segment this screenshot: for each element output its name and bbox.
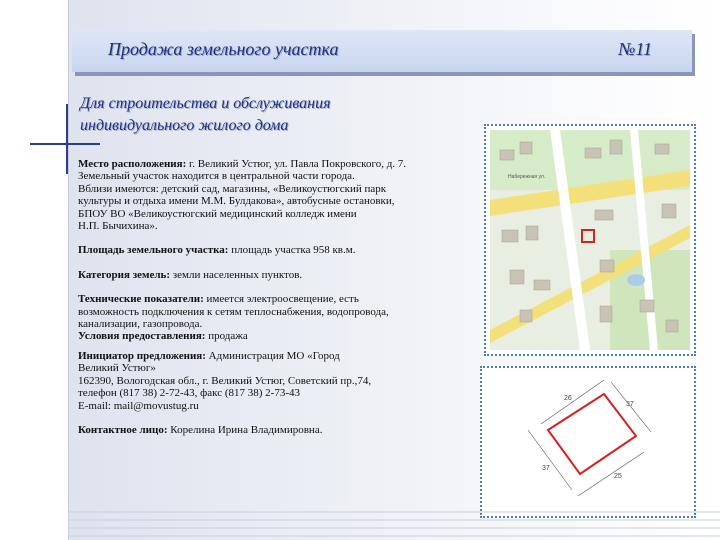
location-text-5: Н.П. Бычихина».: [78, 220, 158, 233]
tech-label: Технические показатели:: [78, 293, 204, 306]
header-bar: [72, 30, 692, 72]
site-plan: [480, 366, 696, 518]
area-value: площадь участка 958 кв.м.: [228, 244, 356, 257]
area-label: Площадь земельного участка:: [78, 244, 229, 257]
initiator-text-4: телефон (817 38) 2-72-43, факс (817 38) 2-73-43: [78, 387, 300, 400]
initiator-line: [78, 350, 488, 362]
tech-text-3: канализации, газопровода.: [78, 318, 203, 331]
initiator-label: Инициатор предложения:: [78, 349, 206, 362]
conditions-label: Условия предоставления:: [78, 330, 206, 343]
category-value: земли населенных пунктов.: [170, 268, 303, 281]
page-title: Продажа земельного участка: [108, 39, 339, 59]
tech-text-2: возможность подключения к сетям теплоснабжения, водопровода,: [78, 305, 389, 318]
location-text-2: Вблизи имеются: детский сад, магазины, «Великоустюгский парк: [78, 182, 387, 195]
location-label: Место расположения:: [78, 158, 187, 170]
initiator-text-2: Великий Устюг»: [78, 362, 156, 375]
conditions-value: продажа: [205, 330, 248, 343]
plan-side-top-right: 37: [626, 401, 634, 408]
category-line: [78, 269, 488, 281]
site-plan-drawing: [486, 372, 690, 512]
location-text-3: культуры и отдыха имени М.М. Булдакова», автобусные остановки,: [78, 195, 395, 208]
plan-side-top-left: 26: [564, 395, 572, 402]
map-street-label: Набережная ул.: [508, 174, 546, 180]
lot-description: [78, 158, 488, 436]
subtitle-line-1: Для строительства и обслуживания: [80, 95, 331, 112]
location-text-1: Земельный участок находится в центральной части города.: [78, 170, 355, 183]
plan-side-bottom-left: 37: [542, 465, 550, 472]
area-line: [78, 244, 488, 256]
subtitle-line-2: индивидуального жилого дома: [80, 117, 289, 134]
initiator-value: Администрация МО «Город: [205, 349, 340, 362]
location-text-4: БПОУ ВО «Великоустюгский медицинский колледж имени: [78, 207, 357, 220]
tech-value: имеется электроосвещение, есть: [203, 293, 359, 306]
contact-value: Корелина Ирина Владимировна.: [167, 423, 323, 436]
plan-side-bottom-right: 25: [614, 473, 622, 480]
tech-line: [78, 293, 488, 305]
initiator-text-3: 162390, Вологодская обл., г. Великий Устюг, Советский пр.,74,: [78, 374, 372, 387]
footer-decor-lines: [68, 510, 720, 540]
purpose-subtitle: [80, 93, 400, 137]
lot-number: №11: [618, 39, 652, 59]
conditions-line: [78, 330, 488, 342]
location-map: [484, 124, 696, 356]
location-value: г. Великий Устюг, ул. Павла Покровского, д. 7.: [186, 158, 407, 170]
location-line: [78, 158, 488, 170]
contact-label: Контактное лицо:: [78, 423, 168, 436]
decor-cross-vertical: [66, 104, 68, 174]
contact-line: [78, 424, 488, 436]
decor-cross-horizontal: [30, 143, 100, 145]
map-image: [490, 130, 690, 350]
category-label: Категория земель:: [78, 268, 171, 281]
initiator-text-5: E-mail: mail@movustug.ru: [78, 399, 199, 412]
left-divider-line: [68, 0, 69, 540]
